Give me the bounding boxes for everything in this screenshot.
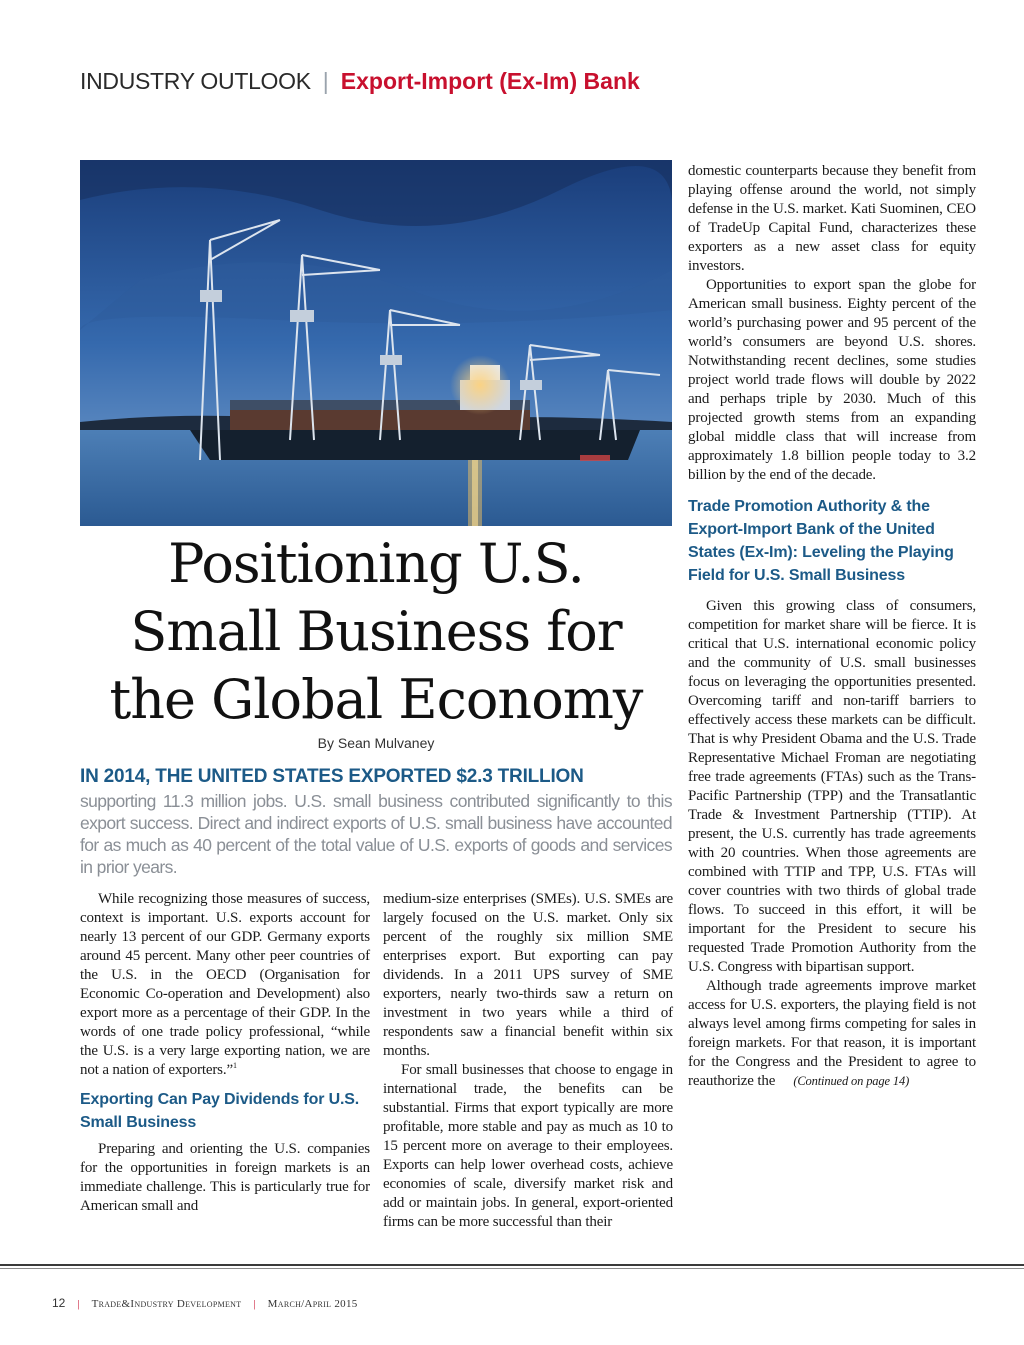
footnote-marker: 1 (232, 1061, 237, 1070)
body-paragraph: Preparing and orienting the U.S. companies for the opportunities in foreign markets is an immediate challenge. This is particularly true for American small and (80, 1141, 370, 1214)
title-line-2: Small Business for (130, 600, 622, 663)
subheading: Trade Promotion Authority & the Export-Import Bank of the United States (Ex-Im): Leveling the Playing Field for U.S. Small Business (688, 498, 954, 584)
body-paragraph: Opportunities to export span the globe for American small business. Eighty percent of the world’s purchasing power and 95 percent of the world’s consumers are beyond U.S. shores. Notwithstanding recent declines, some studies project world trade flows will double by 2022 and perhaps triple by 2030. Much of this projected growth stems from an expanding global middle class that will increase from approximately 1.8 billion people today to 3.2 billion by the end of the decade. (688, 277, 976, 483)
page-header (80, 64, 640, 98)
body-paragraph: Although trade agreements improve market access for U.S. exporters, the playing field is not always level among firms competing for sales in foreign markets. For that reason, it is important for the Congress and the President to agree to reauthorize the (Continued on page 14) (688, 978, 976, 1089)
lead-body: supporting 11.3 million jobs. U.S. small business contributed significantly to this export success. Direct and indirect exports of U.S. small business have accounted for as much as 40 percent of the total value of U.S. exports of goods and services in prior years. (80, 791, 672, 877)
lead-heading: IN 2014, THE UNITED STATES EXPORTED $2.3 TRILLION (80, 766, 584, 787)
body-column-2 (383, 890, 673, 1232)
continued-note: (Continued on page 14) (793, 1074, 910, 1088)
publication-name: Trade&Industry Development (91, 1298, 242, 1310)
port-cranes-cargo-ship-photo (80, 160, 672, 526)
footer-rule-thin (0, 1268, 1024, 1269)
body-paragraph: Given this growing class of consumers, competition for market share will be fierce. It is critical that U.S. international economic policy and the community of U.S. small businesses focus on leveraging the opportunities presented. Overcoming tariff and non-tariff barriers to effectively access these markets can be difficult. That is why President Obama and the U.S. Trade Representative Michael Froman are negotiating free trade agreements (FTAs) such as the Trans-Pacific Partnership (TPP) and the Transatlantic Trade & Investment Partnership (TTIP). At present, the U.S. currently has trade agreements with 20 countries. When those agreements are combined with TTIP and TPP, U.S. FTAs will cover countries with two thirds of global trade flows. To succeed in this effort, it will be important for the President to secure his requested Trade Promotion Authority from the U.S. Congress with bipartisan support. (688, 598, 976, 975)
title-line-3: the Global Economy (109, 668, 643, 731)
body-paragraph: domestic counterparts because they benefit from playing offense around the world, not simply defense in the U.S. market. Kati Suominen, CEO of TradeUp Capital Fund, characterizes these exporters as a new asset class for equity investors. (688, 163, 976, 274)
subheading: Exporting Can Pay Dividends for U.S. Small Business (80, 1091, 360, 1131)
footer-separator: | (77, 1298, 80, 1310)
issue-date: March/April 2015 (267, 1298, 358, 1310)
topic-label: Export-Import (Ex-Im) Bank (340, 68, 640, 94)
body-paragraph: medium-size enterprises (SMEs). U.S. SMEs are largely focused on the U.S. market. Only six percent of the roughly six million SME enterprises export. But exporting can pay dividends. In a 2011 UPS survey of SME exporters, nearly two-thirds saw a return on investment in two years while a third of respondents saw a financial benefit within six months. (383, 891, 673, 1059)
body-column-1 (80, 890, 370, 1216)
body-paragraph: For small businesses that choose to engage in international trade, the benefits can be substantial. Firms that export typically are more profitable, more stable and pay as much as 10 to 15 percent more on average to their employees. Exports can help lower overhead costs, achieve economies of scale, diversify market risk and add or maintain jobs. In general, export-oriented firms can be more successful than their (383, 1062, 673, 1230)
lead-paragraph (80, 764, 672, 878)
body-column-3 (688, 162, 976, 1091)
article-title (80, 530, 672, 734)
header-separator: | (322, 68, 329, 94)
footer-separator: | (253, 1298, 256, 1310)
byline: By Sean Mulvaney (317, 735, 435, 751)
page-number: 12 (52, 1296, 66, 1310)
body-paragraph: While recognizing those measures of success, context is important. U.S. exports account for nearly 13 percent of our GDP. Germany exports around 45 percent. Many other peer countries of the U.S. in the OECD (Organisation for Economic Co-operation and Development) also export more as a percentage of their GDP. In the words of one trade policy professional, “while the U.S. is a very large exporting nation, we are not a nation of exporters.”$^1$ (80, 891, 370, 1078)
footer-rule (0, 1264, 1024, 1266)
section-label: INDUSTRY OUTLOOK (80, 68, 311, 94)
page-footer (52, 1296, 358, 1310)
title-line-1: Positioning U.S. (168, 532, 584, 595)
